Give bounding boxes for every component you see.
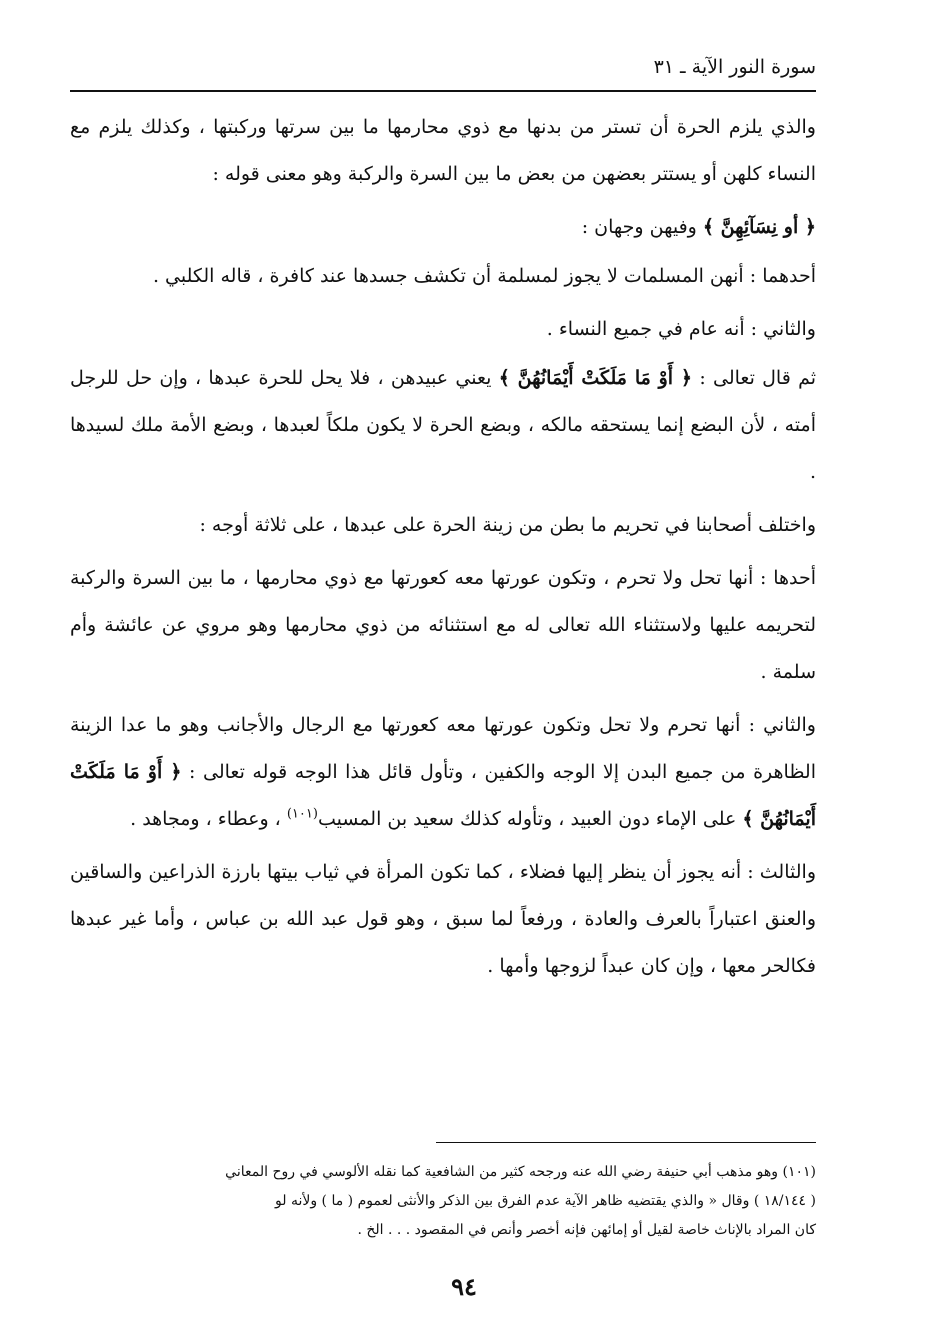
paragraph-text: ، وعطاء ، ومجاهد . [130,808,287,830]
main-text [70,104,816,996]
quran-quote: ﴿ أَوْ مَا مَلَكَتْ أَيْمَانُهُنَّ ﴾ [70,761,816,830]
running-header [70,52,816,88]
page-number: ٩٤ [451,1272,477,1301]
paragraph: أحدها : أنها تحل ولا تحرم ، وتكون عورتها معه كعورتها مع ذوي محارمها ، ما بين السرة والركبة لتحريمه عليها ولاستثناء الله تعالى له مع استثنائه من ذوي محارمها وهو مروي عن عائشة وأم سلمة . [70,567,816,683]
footnotes [70,1158,816,1245]
paragraph: والذي يلزم الحرة أن تستر من بدنها مع ذوي محارمها ما بين سرتها وركبتها ، وكذلك يلزم مع النساء كلهن أو يستتر بعضهن من بعض ما بين السرة والركبة وهو معنى قوله : [70,116,816,185]
running-title: سورة النور الآية ـ ٣١ [653,56,816,78]
paragraph [70,355,816,496]
paragraph-text: والثاني : أنها تحرم ولا تحل وتكون عورتها معه كعورتها مع الرجال والأجانب وهو ما عدا الزينة الظاهرة من جميع البدن إلا الوجه والكفين ، وتأول قائل هذا الوجه قوله تعالى : [70,714,817,783]
footnote-rule [436,1142,816,1143]
quran-quote: ﴿ أو نِسَآئِهِنَّ ﴾ [702,216,816,238]
paragraph [70,702,816,843]
paragraph: والثالث : أنه يجوز أن ينظر إليها فضلاء ، كما تكون المرأة في ثياب بيتها بارزة الذراعين والساقين والعنق اعتباراً بالعرف والعادة ، ورفعاً لما سبق ، وهو قول عبد الله بن عباس ، وأما غير عبدها فكالحر معها ، وإن كان عبداً لزوجها وأمها . [70,861,816,977]
paragraph [70,204,816,251]
footnote-line: (١٠١) وهو مذهب أبي حنيفة رضي الله عنه ورجحه كثير من الشافعية كما نقله الألوسي في روح المعاني [225,1164,816,1180]
footnote-line: ( ١٨/١٤٤ ) وقال « والذي يقتضيه ظاهر الآية عدم الفرق بين الذكر والأنثى لعموم ( ما ) ولأنه لو [275,1193,816,1209]
paragraph: واختلف أصحابنا في تحريم ما بطن من زينة الحرة على عبدها ، على ثلاثة أوجه : [199,514,816,536]
paragraph-text: وفيهن وجهان : [581,216,703,238]
footnote-line: كان المراد بالإناث خاصة لقيل أو إمائهن فإنه أخصر وأنص في المقصود . . . الخ . [357,1222,816,1238]
paragraph: أحدهما : أنهن المسلمات لا يجوز لمسلمة أن تكشف جسدها عند كافرة ، قاله الكلبي . [152,265,816,287]
quran-quote: ﴿ أَوْ مَا مَلَكَتْ أَيْمَانُهُنَّ ﴾ [498,367,693,389]
paragraph-text: ثم قال تعالى : [692,367,817,389]
paragraph-text: على الإماء دون العبيد ، وتأوله كذلك سعيد بن المسيب [317,808,743,830]
paragraph-text: يعني عبيدهن ، فلا يحل للحرة عبدها ، وإن حل للرجل أمته ، لأن البضع إنما يستحقه مالكه ، وبضع الحرة لا يكون ملكاً لعبدها ، وبضع الأمة ملك لسيدها . [70,367,816,483]
header-rule [70,90,816,92]
paragraph: والثاني : أنه عام في جميع النساء . [546,318,816,340]
footnote-reference[interactable]: (١٠١) [286,806,318,822]
